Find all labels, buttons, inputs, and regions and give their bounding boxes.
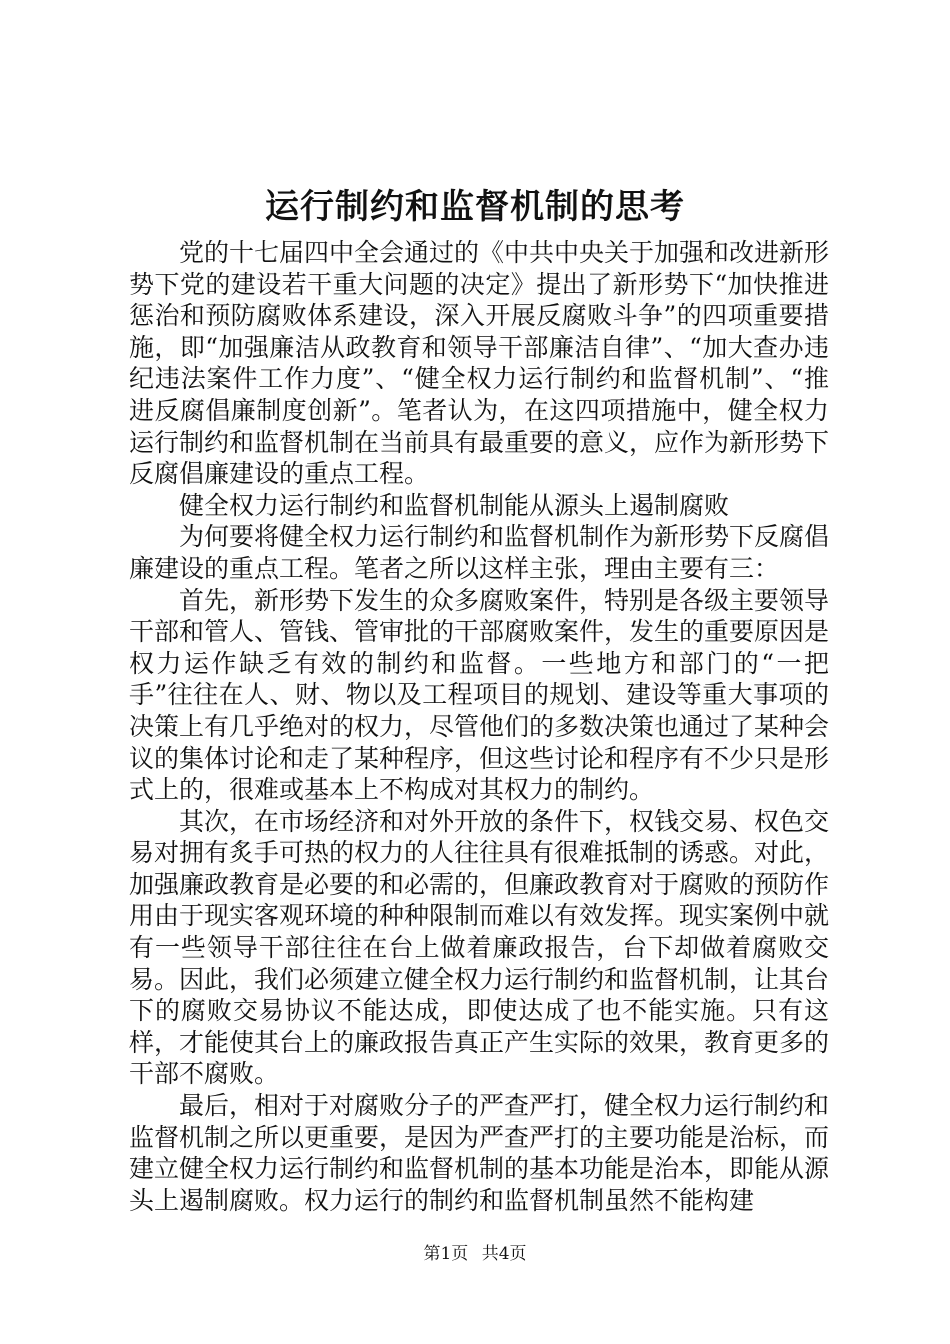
page-number: 第1页 xyxy=(423,1244,469,1264)
page-footer xyxy=(0,1242,950,1266)
paragraph-second: 其次，在市场经济和对外开放的条件下，权钱交易、权色交易对拥有炙手可热的权力的人往往具有很难抵制的诱惑。对此，加强廉政教育是必要的和必需的，但廉政教育对于腐败的预防作用由于现实客观环境的种种限制而难以有效发挥。现实案例中就有一些领导干部往往在台上做着廉政报告，台下却做着腐败交易。因此，我们必须建立健全权力运行制约和监督机制，让其台下的腐败交易协议不能达成，即使达成了也不能实施。只有这样，才能使其台上的廉政报告真正产生实际的效果，教育更多的干部不腐败。 xyxy=(129,806,830,1089)
paragraph-intro: 党的十七届四中全会通过的《中共中央关于加强和改进新形势下党的建设若干重大问题的决定》提出了新形势下“加快推进惩治和预防腐败体系建设，深入开展反腐败斗争”的四项重要措施，即“加强廉洁从政教育和领导干部廉洁自律”、“加大查办违纪违法案件工作力度”、“健全权力运行制约和监督机制”、“推进反腐倡廉制度创新”。笔者认为，在这四项措施中，健全权力运行制约和监督机制在当前具有最重要的意义，应作为新形势下反腐倡廉建设的重点工程。 xyxy=(129,238,830,489)
section-heading: 健全权力运行制约和监督机制能从源头上遏制腐败 xyxy=(179,490,730,520)
paragraph-reasons: 为何要将健全权力运行制约和监督机制作为新形势下反腐倡廉建设的重点工程。笔者之所以这样主张，理由主要有三： xyxy=(129,522,830,583)
paragraph-first: 首先，新形势下发生的众多腐败案件，特别是各级主要领导干部和管人、管钱、管审批的干部腐败案件，发生的重要原因是权力运作缺乏有效的制约和监督。一些地方和部门的“一把手”往往在人、财、物以及工程项目的规划、建设等重大事项的决策上有几乎绝对的权力，尽管他们的多数决策也通过了某种会议的集体讨论和走了某种程序，但这些讨论和程序有不少只是形式上的，很难或基本上不构成对其权力的制约。 xyxy=(129,585,830,805)
paragraph-last: 最后，相对于对腐败分子的严查严打，健全权力运行制约和监督机制之所以更重要，是因为严查严打的主要功能是治标，而建立健全权力运行制约和监督机制的基本功能是治本，即能从源头上遏制腐败。权力运行的制约和监督机制虽然不能构建 xyxy=(129,1091,830,1215)
document-title: 运行制约和监督机制的思考 xyxy=(265,187,685,227)
document-body xyxy=(129,237,829,1216)
page-total: 共4页 xyxy=(481,1244,527,1264)
